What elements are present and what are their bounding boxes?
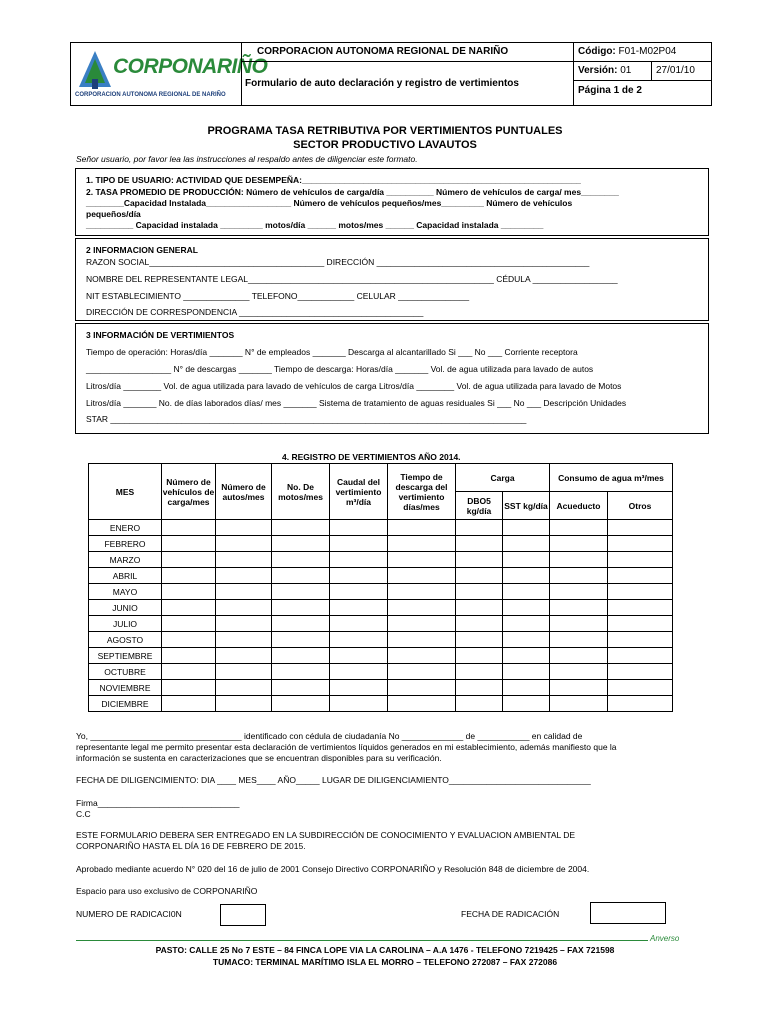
dias-laborados-line[interactable]: Litros/día _______ No. de días laborados días/ mes _______ Sistema de tratamiento de aguas residuales Si ___ No ___ Descripción Unidades	[86, 398, 627, 408]
form-header	[70, 42, 712, 106]
month-label: SEPTIEMBRE	[89, 648, 162, 664]
table-cell[interactable]	[162, 680, 216, 696]
table-cell[interactable]	[388, 600, 456, 616]
col-mes: MES	[89, 464, 162, 520]
table-cell[interactable]	[330, 680, 388, 696]
col-caudal: Caudal del vertimiento m³/día	[330, 464, 388, 520]
col-tiempo: Tiempo de descarga del vertimiento días/mes	[388, 464, 456, 520]
star-line[interactable]: STAR ________________________________________________________________________________________	[86, 414, 527, 424]
table-cell[interactable]	[388, 664, 456, 680]
table-row	[89, 680, 673, 696]
table-cell[interactable]	[456, 648, 503, 664]
table-row	[89, 616, 673, 632]
col-otros: Otros	[608, 492, 673, 520]
col-consumo: Consumo de agua m³/mes	[550, 464, 673, 492]
table-cell[interactable]	[162, 520, 216, 536]
table-cell[interactable]	[550, 584, 608, 600]
logo	[71, 43, 268, 105]
fecha-radicacion-label: FECHA DE RADICACIÓN	[461, 909, 560, 919]
radicacion-label: NUMERO DE RADICACI0N	[76, 909, 182, 919]
tipo-usuario-line[interactable]: 1. TIPO DE USUARIO: ACTIVIDAD QUE DESEMPEÑA:___________________________________________________________	[86, 175, 581, 185]
table-cell[interactable]	[608, 520, 673, 536]
table-cell[interactable]	[503, 584, 550, 600]
declaracion-line-1[interactable]: Yo, ________________________________ identificado con cédula de ciudadanía No _____________ de ___________ en calidad de	[76, 731, 583, 741]
table-cell[interactable]	[388, 520, 456, 536]
table-row	[89, 536, 673, 552]
table-cell[interactable]	[330, 616, 388, 632]
table-cell[interactable]	[456, 536, 503, 552]
table-cell[interactable]	[456, 520, 503, 536]
table-cell[interactable]	[162, 536, 216, 552]
table-cell[interactable]	[330, 664, 388, 680]
sector-title: SECTOR PRODUCTIVO LAVAUTOS	[293, 139, 477, 151]
table-cell[interactable]	[272, 696, 330, 712]
table-cell[interactable]	[503, 648, 550, 664]
table-cell[interactable]	[550, 616, 608, 632]
section-informacion-general	[75, 238, 709, 321]
aprobado-text: Aprobado mediante acuerdo N° 020 del 16 de julio de 2001 Consejo Directivo CORPONARIÑO y Resolución 848 de diciembre de 2004.	[76, 864, 590, 874]
table-cell[interactable]	[456, 568, 503, 584]
logo-tree-icon	[77, 49, 113, 91]
table-row	[89, 600, 673, 616]
table-cell[interactable]	[503, 664, 550, 680]
month-label: AGOSTO	[89, 632, 162, 648]
table-cell[interactable]	[162, 648, 216, 664]
section-vertimientos	[75, 323, 709, 434]
month-label: NOVIEMBRE	[89, 680, 162, 696]
table-cell[interactable]	[272, 552, 330, 568]
table-cell[interactable]	[456, 584, 503, 600]
form-title: Formulario de auto declaración y registro de vertimientos	[245, 78, 519, 89]
radicacion-field[interactable]	[220, 904, 266, 926]
logo-subtitle: CORPORACION AUTONOMA REGIONAL DE NARIÑO	[75, 92, 226, 98]
table-row	[89, 632, 673, 648]
table-cell[interactable]	[162, 616, 216, 632]
table-cell[interactable]	[503, 536, 550, 552]
table-cell[interactable]	[388, 552, 456, 568]
table-cell[interactable]	[216, 648, 272, 664]
version-value: 01	[620, 65, 632, 76]
table-cell[interactable]	[503, 616, 550, 632]
table-cell[interactable]	[330, 552, 388, 568]
month-label: ENERO	[89, 520, 162, 536]
table-row	[89, 664, 673, 680]
razon-social-line[interactable]: RAZON SOCIAL_____________________________________ DIRECCIÓN _____________________________________________	[86, 257, 590, 267]
table-cell[interactable]	[388, 632, 456, 648]
table-cell[interactable]	[216, 600, 272, 616]
table-cell[interactable]	[550, 632, 608, 648]
month-label: MAYO	[89, 584, 162, 600]
table-cell[interactable]	[388, 616, 456, 632]
table-cell[interactable]	[162, 696, 216, 712]
table-cell[interactable]	[550, 520, 608, 536]
table-cell[interactable]	[503, 680, 550, 696]
header-date: 27/01/10	[656, 65, 695, 76]
representante-line[interactable]: NOMBRE DEL REPRESENTANTE LEGAL____________________________________________________ CÉDULA __________________	[86, 274, 618, 284]
table-cell[interactable]	[216, 568, 272, 584]
table-cell[interactable]	[608, 664, 673, 680]
declaracion-line-2: representante legal me permito presentar esta declaración de vertimientos líquidos generados en mi establecimiento, además manifiesto que la	[76, 742, 617, 752]
table-cell[interactable]	[162, 584, 216, 600]
table-cell[interactable]	[550, 600, 608, 616]
code-value: F01-M02P04	[618, 46, 677, 57]
pequenos-line: pequeños/día	[86, 209, 141, 219]
table-cell[interactable]	[550, 648, 608, 664]
table-cell[interactable]	[550, 680, 608, 696]
table-cell[interactable]	[503, 520, 550, 536]
table-cell[interactable]	[503, 600, 550, 616]
table-cell[interactable]	[272, 616, 330, 632]
table-cell[interactable]	[608, 632, 673, 648]
registry-table	[88, 463, 673, 712]
table-cell[interactable]	[608, 552, 673, 568]
registry-title: 4. REGISTRO DE VERTIMIENTOS AÑO 2014.	[282, 452, 461, 462]
table-cell[interactable]	[456, 664, 503, 680]
month-label: JULIO	[89, 616, 162, 632]
table-cell[interactable]	[330, 520, 388, 536]
table-cell[interactable]	[216, 696, 272, 712]
table-cell[interactable]	[330, 648, 388, 664]
table-cell[interactable]	[608, 536, 673, 552]
table-cell[interactable]	[503, 696, 550, 712]
page-indicator: Página 1 de 2	[578, 85, 642, 96]
volumen-line[interactable]: Litros/día ________ Vol. de agua utilizada para lavado de vehículos de carga Litros/día ________ Vol. de agua utilizada para lavado de Motos	[86, 381, 622, 391]
col-motos: No. De motos/mes	[272, 464, 330, 520]
table-cell[interactable]	[608, 648, 673, 664]
table-cell[interactable]	[216, 664, 272, 680]
table-cell[interactable]	[550, 696, 608, 712]
table-cell[interactable]	[216, 536, 272, 552]
table-cell[interactable]	[388, 584, 456, 600]
table-cell[interactable]	[550, 568, 608, 584]
firma-line[interactable]: Firma______________________________	[76, 798, 240, 808]
footer-divider	[76, 940, 648, 941]
table-cell[interactable]	[162, 632, 216, 648]
espacio-exclusivo: Espacio para uso exclusivo de CORPONARIÑO	[76, 886, 258, 896]
month-label: FEBRERO	[89, 536, 162, 552]
table-cell[interactable]	[388, 648, 456, 664]
table-cell[interactable]	[272, 536, 330, 552]
table-cell[interactable]	[388, 680, 456, 696]
col-carga: Carga	[456, 464, 550, 492]
table-cell[interactable]	[272, 632, 330, 648]
table-cell[interactable]	[550, 536, 608, 552]
table-cell[interactable]	[456, 552, 503, 568]
section-usuario	[75, 168, 709, 236]
table-cell[interactable]	[162, 600, 216, 616]
table-cell[interactable]	[456, 632, 503, 648]
table-row	[89, 520, 673, 536]
capacidad-line[interactable]: ________Capacidad Instalada__________________ Número de vehículos pequeños/mes_________ Número de vehículos	[86, 198, 573, 208]
cc-label: C.C	[76, 809, 91, 819]
table-cell[interactable]	[608, 568, 673, 584]
table-cell[interactable]	[216, 632, 272, 648]
table-cell[interactable]	[272, 568, 330, 584]
table-cell[interactable]	[550, 664, 608, 680]
table-row	[89, 552, 673, 568]
pasto-address: PASTO: CALLE 25 No 7 ESTE – 84 FINCA LOPE VIA LA CAROLINA – A.A 1476 - TELEFONO 7219425 – FAX 721598	[155, 945, 615, 955]
table-row	[89, 568, 673, 584]
month-label: DICIEMBRE	[89, 696, 162, 712]
program-title: PROGRAMA TASA RETRIBUTIVA POR VERTIMIENTOS PUNTUALES	[207, 125, 563, 137]
motos-line[interactable]: __________ Capacidad instalada _________ motos/día ______ motos/mes ______ Capacidad instalada _________	[86, 220, 544, 230]
table-cell[interactable]	[388, 696, 456, 712]
descargas-line[interactable]: __________________ N° de descargas _______ Tiempo de descarga: Horas/día _______ Vol. de agua utilizada para lavado de autos	[86, 364, 594, 374]
fecha-diligenciamiento[interactable]: FECHA DE DILIGENCIMIENTO: DIA ____ MES____ AÑO_____ LUGAR DE DILIGENCIAMIENTO______________________________	[76, 775, 591, 785]
month-label: ABRIL	[89, 568, 162, 584]
table-cell[interactable]	[330, 568, 388, 584]
table-cell[interactable]	[456, 616, 503, 632]
table-cell[interactable]	[456, 680, 503, 696]
nit-line[interactable]: NIT ESTABLECIMIENTO ______________ TELEFONO____________ CELULAR _______________	[86, 291, 470, 301]
col-autos: Número de autos/mes	[216, 464, 272, 520]
col-vehiculos-carga: Número de vehículos de carga/mes	[162, 464, 216, 520]
declaracion-line-3: información se sustenta en caracterizaciones que se encuentran disponibles para su verificación.	[76, 753, 442, 763]
table-row	[89, 584, 673, 600]
table-cell[interactable]	[162, 552, 216, 568]
table-cell[interactable]	[388, 568, 456, 584]
table-cell[interactable]	[272, 520, 330, 536]
col-acueducto: Acueducto	[550, 492, 608, 520]
table-cell[interactable]	[216, 616, 272, 632]
table-cell[interactable]	[456, 696, 503, 712]
table-cell[interactable]	[608, 584, 673, 600]
code-label: Código:	[578, 46, 616, 57]
info-general-heading: 2 INFORMACION GENERAL	[86, 245, 198, 255]
month-label: MARZO	[89, 552, 162, 568]
table-cell[interactable]	[272, 648, 330, 664]
table-cell[interactable]	[272, 664, 330, 680]
table-cell[interactable]	[388, 536, 456, 552]
table-cell[interactable]	[503, 552, 550, 568]
vertimientos-heading: 3 INFORMACIÓN DE VERTIMIENTOS	[86, 330, 235, 340]
version-label: Versión:	[578, 65, 618, 76]
table-cell[interactable]	[216, 520, 272, 536]
table-cell[interactable]	[503, 632, 550, 648]
table-cell[interactable]	[272, 584, 330, 600]
table-cell[interactable]	[162, 568, 216, 584]
col-dbo5: DBO5 kg/día	[456, 492, 503, 520]
table-cell[interactable]	[216, 584, 272, 600]
correspondencia-line[interactable]: DIRECCIÓN DE CORRESPONDENCIA _______________________________________	[86, 307, 424, 317]
table-cell[interactable]	[216, 680, 272, 696]
table-cell[interactable]	[330, 584, 388, 600]
table-row	[89, 648, 673, 664]
table-cell[interactable]	[608, 680, 673, 696]
table-cell[interactable]	[330, 536, 388, 552]
operacion-line[interactable]: Tiempo de operación: Horas/día _______ N° de empleados _______ Descarga al alcantarillado Si ___ No ___ Corriente receptora	[86, 347, 578, 357]
table-cell[interactable]	[608, 616, 673, 632]
table-cell[interactable]	[550, 552, 608, 568]
table-cell[interactable]	[272, 680, 330, 696]
col-sst: SST kg/día	[503, 492, 550, 520]
entrega-line-1: ESTE FORMULARIO DEBERA SER ENTREGADO EN LA SUBDIRECCIÓN DE CONOCIMIENTO Y EVALUACION AMBIENTAL DE	[76, 830, 576, 840]
table-cell[interactable]	[608, 600, 673, 616]
table-cell[interactable]	[216, 552, 272, 568]
table-cell[interactable]	[330, 696, 388, 712]
table-cell[interactable]	[608, 696, 673, 712]
table-row	[89, 696, 673, 712]
table-cell[interactable]	[456, 600, 503, 616]
instruction-text: Señor usuario, por favor lea las instrucciones al respaldo antes de diligenciar este formato.	[76, 154, 418, 164]
table-cell[interactable]	[330, 600, 388, 616]
fecha-radicacion-field[interactable]	[590, 902, 666, 924]
month-label: OCTUBRE	[89, 664, 162, 680]
org-title: CORPORACION AUTONOMA REGIONAL DE NARIÑO	[257, 46, 509, 57]
table-cell[interactable]	[503, 568, 550, 584]
table-cell[interactable]	[162, 664, 216, 680]
table-cell[interactable]	[330, 632, 388, 648]
tumaco-address: TUMACO: TERMINAL MARÍTIMO ISLA EL MORRO – TELEFONO 272087 – FAX 272086	[212, 957, 558, 967]
table-cell[interactable]	[272, 600, 330, 616]
logo-name: CORPONARIÑO	[113, 55, 268, 78]
entrega-line-2: CORPONARIÑO HASTA EL DÍA 16 DE FEBRERO DE 2015.	[76, 841, 306, 851]
month-label: JUNIO	[89, 600, 162, 616]
anverso-label: Anverso	[650, 934, 680, 943]
produccion-line[interactable]: 2. TASA PROMEDIO DE PRODUCCIÓN: Número de vehículos de carga/día __________ Número de vehículos de carga/ mes________	[86, 187, 619, 197]
